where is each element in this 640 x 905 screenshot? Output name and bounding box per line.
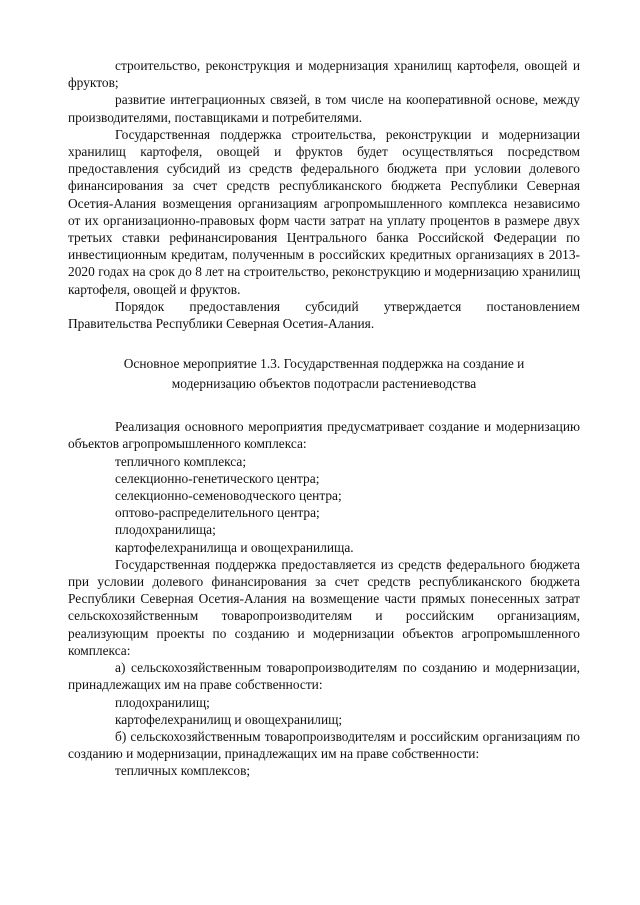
section-heading-line: Основное мероприятие 1.3. Государственная поддержка на создание и	[123, 356, 525, 372]
list-item: оптово-распределительного центра;	[115, 505, 320, 521]
paragraph: Государственная поддержка предоставляется из средств федерального бюджета при условии долевого финансирования за счет средств республиканского бюджета Республики Северная Осетия-Алания на возмещение части прямых понесенных затрат сельскохозяйственным товаропроизводителям и российским организациям, реализующим проекты по созданию и модернизации объектов агропромышленного комплекса:	[68, 556, 580, 658]
list-item: селекционно-семеноводческого центра;	[115, 488, 342, 504]
list-item: тепличного комплекса;	[115, 453, 247, 469]
list-item: плодохранилищ;	[115, 694, 210, 710]
paragraph: а) сельскохозяйственным товаропроизводителям по созданию и модернизации, принадлежащих им на праве собственности:	[68, 660, 580, 693]
paragraph: Порядок предоставления субсидий утверждается постановлением Правительства Республики Северная Осетия-Алания.	[68, 298, 580, 332]
list-item: картофелехранилищ и овощехранилищ;	[115, 711, 343, 727]
list-item: картофелехранилища и овощехранилища.	[115, 539, 354, 555]
list-item: плодохранилища;	[115, 522, 216, 538]
paragraph: развитие интеграционных связей, в том числе на кооперативной основе, между производителями, поставщиками и потребителями.	[68, 92, 580, 125]
paragraph: б) сельскохозяйственным товаропроизводителям и российским организациям по созданию и модернизации, принадлежащих им на праве собственности:	[68, 728, 580, 762]
document-page	[68, 57, 580, 780]
section-heading-line: модернизацию объектов подотрасли растениеводства	[171, 376, 477, 392]
paragraph: Государственная поддержка строительства, реконструкции и модернизации хранилищ картофеля, овощей и фруктов будет осуществляться посредством предоставления субсидий из средств федерального бюджета при условии долевого финансирования за счет средств республиканского бюджета Республики Северная Осетия-Алания возмещения организациям агропромышленного комплекса независимо от их организационно-правовых форм части затрат на уплату процентов в размере двух третьих ставки рефинансирования Центрального банка Российской Федерации по инвестиционным кредитам, полученным в российских кредитных организациях в 2013-2020 годах на срок до 8 лет на строительство, реконструкцию и модернизацию хранилищ картофеля, овощей и фруктов.	[68, 126, 580, 297]
list-item: тепличных комплексов;	[115, 763, 251, 779]
section-heading	[68, 354, 580, 394]
paragraph: Реализация основного мероприятия предусматривает создание и модернизацию объектов агропромышленного комплекса:	[68, 419, 580, 452]
list-item: селекционно-генетического центра;	[115, 470, 320, 486]
paragraph: строительство, реконструкция и модернизация хранилищ картофеля, овощей и фруктов;	[68, 58, 580, 91]
